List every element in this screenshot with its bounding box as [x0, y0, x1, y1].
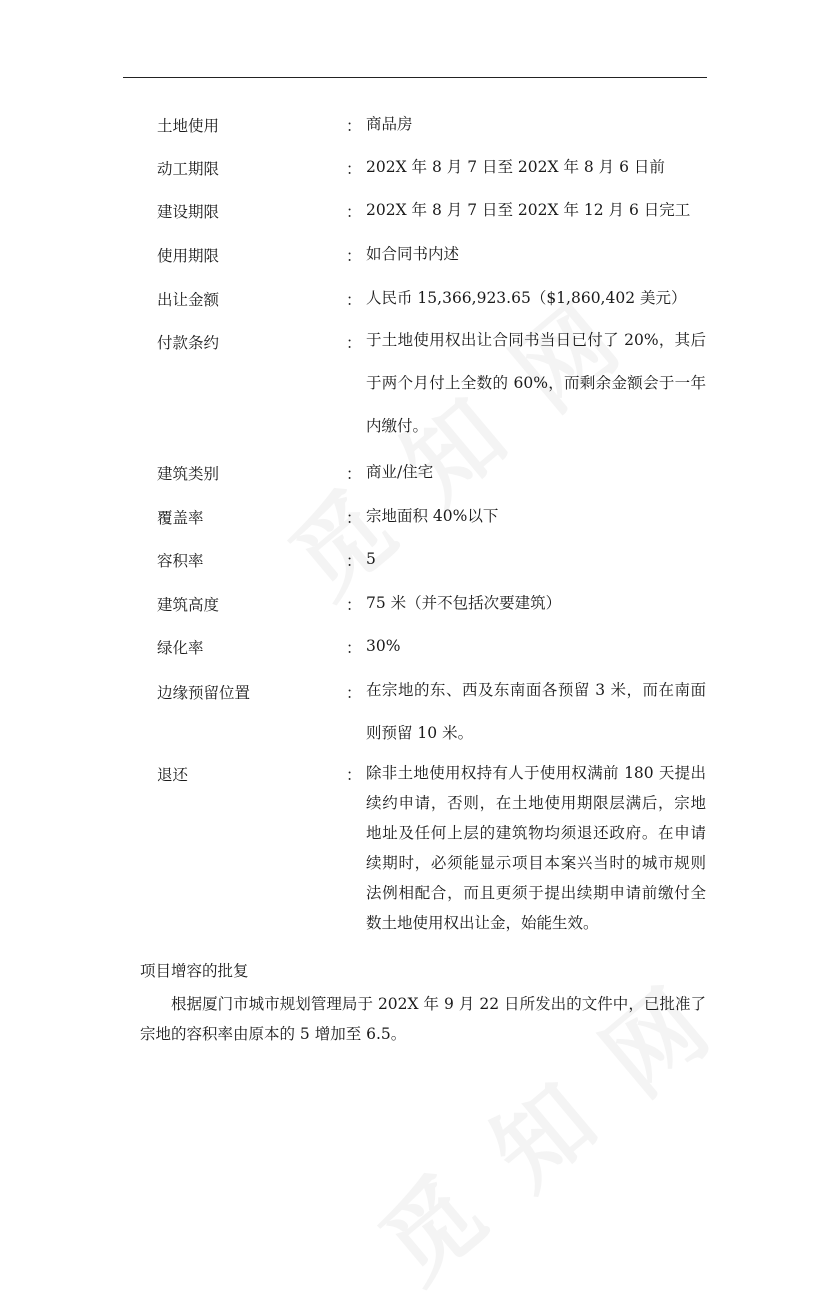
spec-value: 75 米（并不包括次要建筑）	[366, 594, 562, 612]
spec-value: 5	[366, 550, 376, 568]
spec-colon: ：	[346, 684, 362, 702]
spec-colon: ：	[346, 509, 362, 527]
spec-colon: ：	[346, 639, 362, 657]
spec-colon: ：	[346, 117, 362, 135]
spec-value: 如合同书内述	[366, 245, 460, 263]
spec-label: 退还	[157, 766, 189, 784]
spec-label: 出让金额	[157, 291, 220, 309]
header-rule	[123, 77, 707, 78]
spec-value: 202X 年 8 月 7 日至 202X 年 12 月 6 日完工	[366, 201, 691, 219]
spec-value: 30%	[366, 637, 401, 655]
spec-colon: ：	[346, 334, 362, 352]
spec-label: 建设期限	[157, 203, 220, 221]
spec-label: 付款条约	[157, 334, 220, 352]
spec-value: 商业/住宅	[366, 463, 434, 481]
spec-value: 除非土地使用权持有人于使用权满前 180 天提出续约申请，否则，在土地使用期限层满后，宗地地址及任何上层的建筑物均须退还政府。在申请续期时，必须能显示项目本案兴当时的城市规则法例相配合，而且更须于提出续期申请前缴付全数土地使用权出让金，始能生效。	[366, 764, 706, 932]
spec-label: 使用期限	[157, 247, 220, 265]
spec-label: 建筑类别	[157, 465, 220, 483]
spec-label: 边缘预留位置	[157, 684, 251, 702]
spec-colon: ：	[346, 291, 362, 309]
spec-colon: ：	[346, 247, 362, 265]
spec-value: 于土地使用权出让合同书当日已付了 20%，其后于两个月付上全数的 60%，而剩余金额会于一年内缴付。	[366, 331, 706, 435]
spec-value: 202X 年 8 月 7 日至 202X 年 8 月 6 日前	[366, 158, 665, 176]
spec-colon: ：	[346, 160, 362, 178]
spec-colon: ：	[346, 552, 362, 570]
spec-colon: ：	[346, 766, 362, 784]
spec-label: 绿化率	[157, 639, 204, 657]
section-title: 项目增容的批复	[140, 962, 249, 980]
spec-value: 人民币 15,366,923.65（$1,860,402 美元）	[366, 289, 687, 307]
spec-label: 建筑高度	[157, 596, 220, 614]
spec-label: 容积率	[157, 552, 204, 570]
spec-value: 宗地面积 40%以下	[366, 507, 499, 525]
spec-label: 土地使用	[157, 117, 220, 135]
spec-colon: ：	[346, 465, 362, 483]
spec-value: 在宗地的东、西及东南面各预留 3 米，而在南面则预留 10 米。	[366, 681, 706, 742]
spec-label: 覆盖率	[157, 509, 204, 527]
spec-label: 动工期限	[157, 160, 220, 178]
body-paragraph: 根据厦门市城市规划管理局于 202X 年 9 月 22 日所发出的文件中，已批准了宗地的容积率由原本的 5 增加至 6.5。	[140, 995, 706, 1043]
spec-colon: ：	[346, 203, 362, 221]
spec-colon: ：	[346, 596, 362, 614]
spec-value: 商品房	[366, 115, 413, 133]
